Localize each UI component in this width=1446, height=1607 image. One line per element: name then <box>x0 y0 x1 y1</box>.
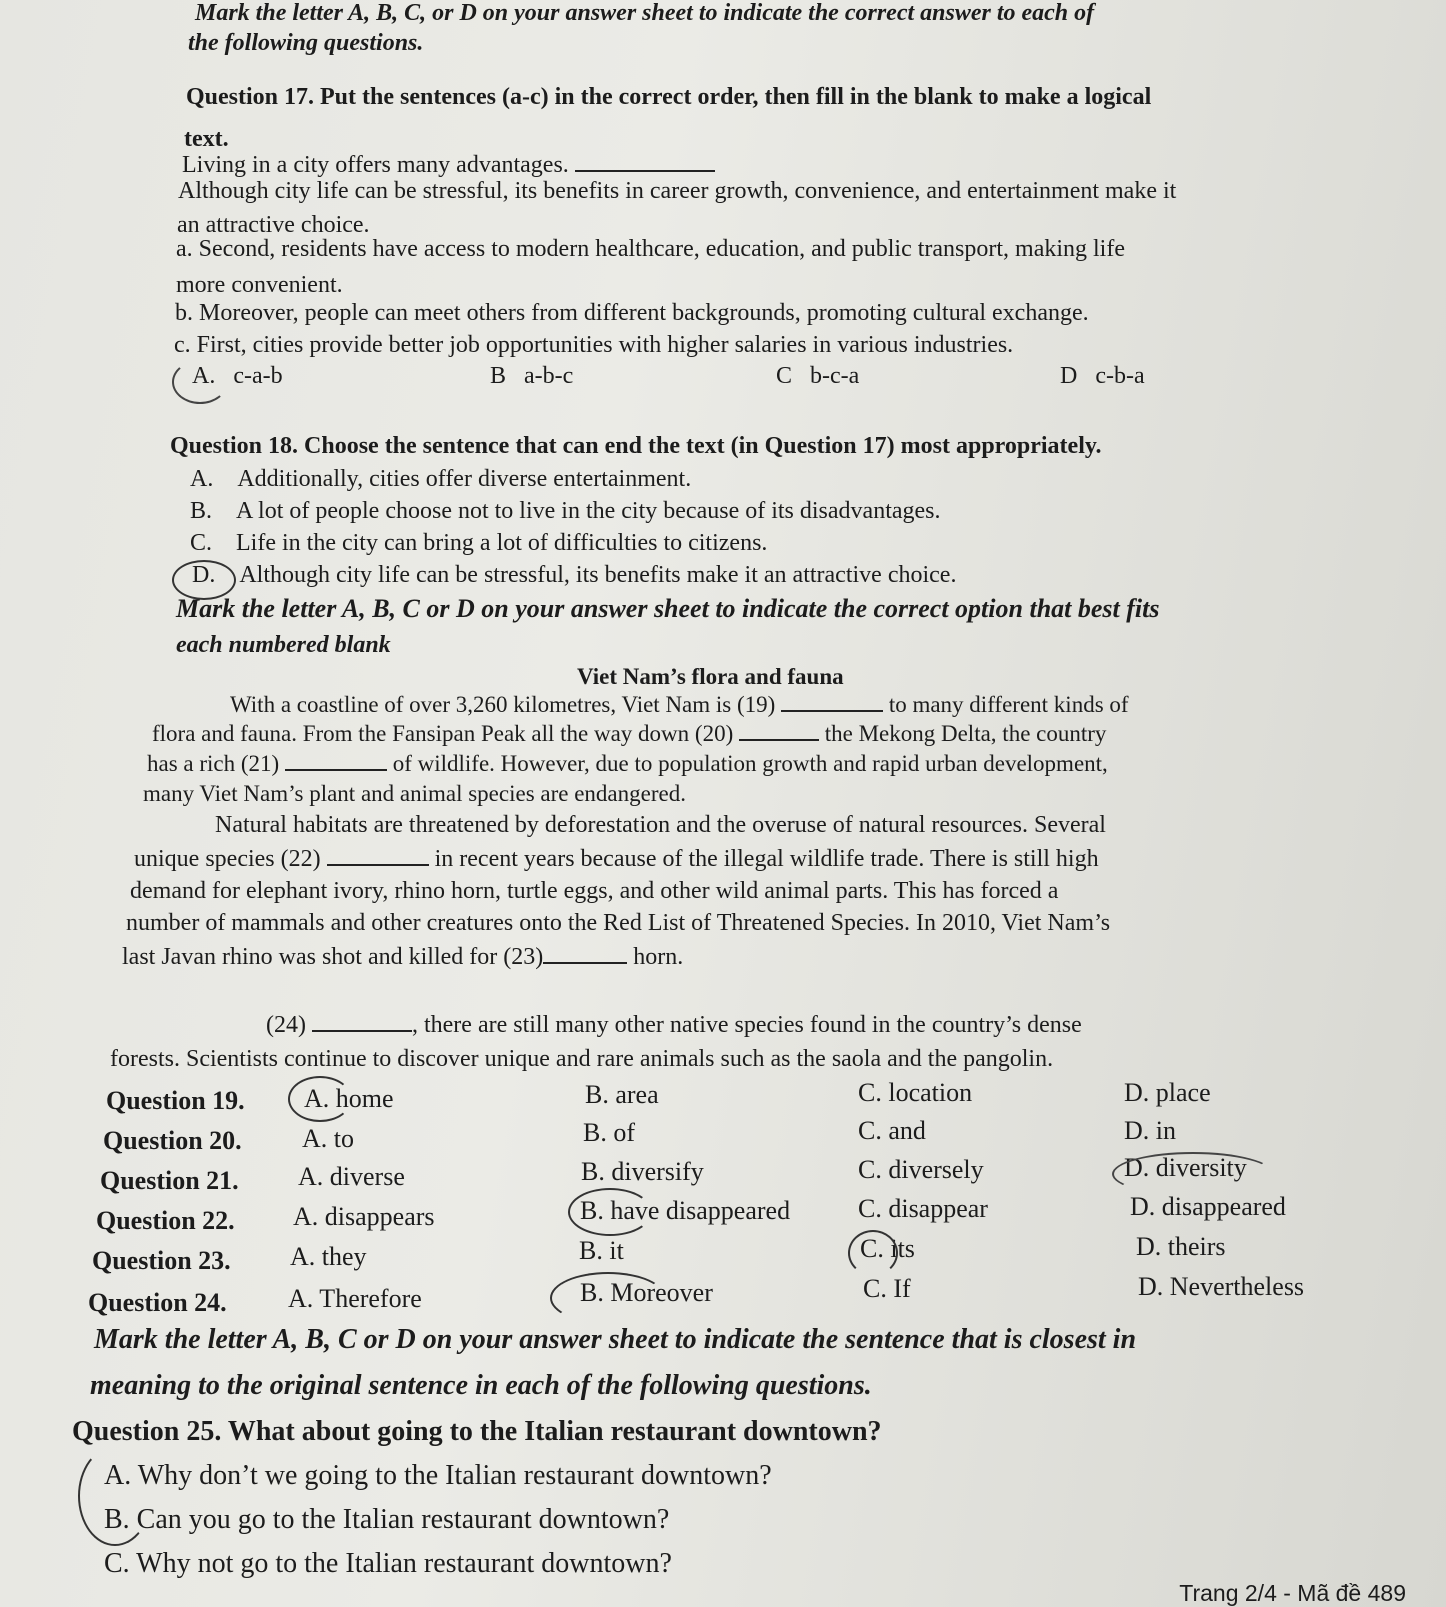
q18-option-d[interactable]: D. Although city life can be stressful, its benefits make it an attractive choice. <box>192 562 957 588</box>
q18-option-a[interactable]: A. Additionally, cities offer diverse entertainment. <box>190 466 692 492</box>
option-d[interactable]: D. place <box>1124 1078 1211 1107</box>
passage-line: (24) , there are still many other native species found in the country’s dense <box>266 1012 1082 1038</box>
option-c[interactable]: C. diversely <box>858 1155 984 1184</box>
q17-conclusion-1: Although city life can be stressful, its benefits in career growth, convenience, and entertainment make it <box>178 178 1177 204</box>
passage-line: Natural habitats are threatened by deforestation and the overuse of natural resources. Several <box>215 812 1106 838</box>
question-label: Question 20. <box>103 1126 242 1155</box>
q25-option-a[interactable]: A. Why don’t we going to the Italian restaurant downtown? <box>104 1460 772 1491</box>
q18-option-c[interactable]: C. Life in the city can bring a lot of difficulties to citizens. <box>190 530 768 556</box>
q25-title: Question 25. What about going to the Italian restaurant downtown? <box>72 1416 882 1447</box>
passage-line: last Javan rhino was shot and killed for (23) horn. <box>122 944 684 970</box>
question-label: Question 21. <box>100 1166 239 1195</box>
option-a[interactable]: A. to <box>302 1124 354 1153</box>
q17-blank <box>575 152 715 172</box>
q17-option-a[interactable]: A. c-a-b <box>192 363 283 389</box>
option-d[interactable]: D. theirs <box>1136 1232 1226 1261</box>
closest-instruction-2: meaning to the original sentence in each of the following questions. <box>90 1370 872 1401</box>
answer-circle-mark <box>172 360 228 404</box>
q17-sentence-c: c. First, cities provide better job opportunities with higher salaries in various industries. <box>174 332 1014 358</box>
passage-line: demand for elephant ivory, rhino horn, turtle eggs, and other wild animal parts. This has forced a <box>130 878 1059 904</box>
option-a[interactable]: A. home <box>304 1084 394 1113</box>
option-c[interactable]: C. disappear <box>858 1194 988 1223</box>
option-b[interactable]: B. it <box>579 1236 624 1265</box>
option-d[interactable]: D. Nevertheless <box>1138 1272 1305 1301</box>
q17-conclusion-2: an attractive choice. <box>177 212 370 238</box>
page-footer: Trang 2/4 - Mã đề 489 <box>1179 1580 1406 1606</box>
option-b[interactable]: B. Moreover <box>580 1278 713 1307</box>
q17-option-c[interactable]: C b-c-a <box>776 363 860 389</box>
q17-title-1: Question 17. Put the sentences (a-c) in the correct order, then fill in the blank to make a logical <box>186 84 1152 110</box>
passage-line: With a coastline of over 3,260 kilometres, Viet Nam is (19) to many different kinds of <box>230 692 1129 717</box>
option-c[interactable]: C. If <box>863 1274 911 1303</box>
q25-option-c[interactable]: C. Why not go to the Italian restaurant downtown? <box>104 1548 672 1579</box>
option-d[interactable]: D. disappeared <box>1130 1192 1286 1221</box>
option-b[interactable]: B. area <box>585 1080 659 1109</box>
option-b[interactable]: B. have disappeared <box>580 1196 791 1225</box>
passage-line: has a rich (21) of wildlife. However, due to population growth and rapid urban development, <box>147 751 1108 776</box>
q17-sentence-a-2: more convenient. <box>176 272 343 298</box>
option-a[interactable]: A. disappears <box>293 1202 435 1231</box>
cloze-instruction-2: each numbered blank <box>176 632 391 658</box>
q17-option-b[interactable]: B a-b-c <box>490 363 574 389</box>
q17-intro: Living in a city offers many advantages. <box>182 152 715 179</box>
option-d[interactable]: D. in <box>1124 1116 1176 1145</box>
header-line-1: Mark the letter A, B, C, or D on your answer sheet to indicate the correct answer to each of <box>195 0 1095 26</box>
closest-instruction-1: Mark the letter A, B, C or D on your answer sheet to indicate the sentence that is closest in <box>94 1324 1137 1355</box>
passage-line: flora and fauna. From the Fansipan Peak all the way down (20) the Mekong Delta, the country <box>152 721 1107 746</box>
option-a[interactable]: A. they <box>290 1242 367 1271</box>
option-c[interactable]: C. location <box>858 1078 973 1107</box>
passage-line: forests. Scientists continue to discover unique and rare animals such as the saola and the pangolin. <box>110 1046 1054 1072</box>
question-label: Question 19. <box>106 1086 245 1115</box>
passage-line: unique species (22) in recent years because of the illegal wildlife trade. There is still high <box>134 846 1099 872</box>
option-a[interactable]: A. Therefore <box>288 1284 422 1313</box>
answer-circle-mark <box>550 1272 666 1324</box>
passage-line: many Viet Nam’s plant and animal species are endangered. <box>143 781 686 806</box>
option-b[interactable]: B. diversify <box>581 1157 704 1186</box>
q17-sentence-a-1: a. Second, residents have access to modern healthcare, education, and public transport, making life <box>176 236 1125 262</box>
option-b[interactable]: B. of <box>583 1118 635 1147</box>
q17-sentence-b: b. Moreover, people can meet others from different backgrounds, promoting cultural exchange. <box>175 300 1089 326</box>
question-label: Question 23. <box>92 1246 231 1275</box>
answer-circle-mark <box>848 1230 898 1276</box>
passage-title: Viet Nam’s flora and fauna <box>577 664 844 689</box>
blank-20 <box>739 721 819 741</box>
option-c[interactable]: C. and <box>858 1116 926 1145</box>
passage-line: number of mammals and other creatures onto the Red List of Threatened Species. In 2010, Viet Nam’s <box>126 910 1111 936</box>
q17-title-2: text. <box>184 126 229 152</box>
question-label: Question 24. <box>88 1288 227 1317</box>
answer-circle-mark <box>288 1076 352 1122</box>
blank-21 <box>285 751 387 771</box>
answer-circle-mark <box>78 1446 152 1546</box>
q18-title: Question 18. Choose the sentence that can end the text (in Question 17) most appropriately. <box>170 433 1102 459</box>
option-a[interactable]: A. diverse <box>298 1162 405 1191</box>
header-line-2: the following questions. <box>188 30 424 56</box>
question-label: Question 22. <box>96 1206 235 1235</box>
blank-24 <box>312 1012 412 1032</box>
cloze-instruction-1: Mark the letter A, B, C or D on your answer sheet to indicate the correct option that best fits <box>176 594 1160 623</box>
q25-option-b[interactable]: B. Can you go to the Italian restaurant downtown? <box>104 1504 670 1535</box>
answer-circle-mark <box>1112 1152 1274 1196</box>
answer-circle-mark <box>568 1188 652 1236</box>
blank-22 <box>327 846 429 866</box>
blank-23 <box>543 944 627 964</box>
q17-option-d[interactable]: D c-b-a <box>1060 363 1145 389</box>
option-c[interactable]: C. its <box>860 1234 915 1263</box>
option-d[interactable]: D. diversity <box>1124 1153 1247 1182</box>
blank-19 <box>781 692 883 712</box>
q18-option-b[interactable]: B. A lot of people choose not to live in the city because of its disadvantages. <box>190 498 941 524</box>
